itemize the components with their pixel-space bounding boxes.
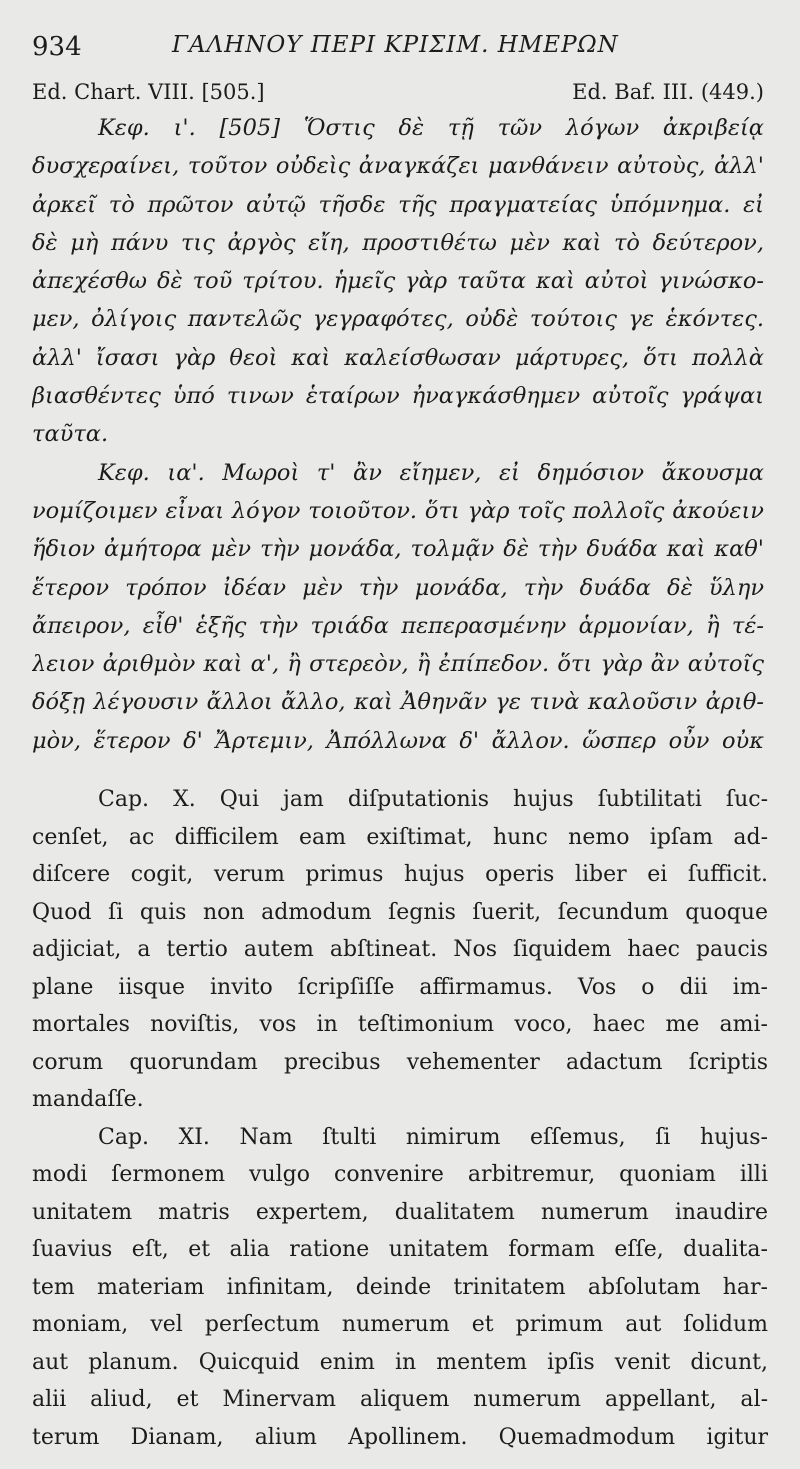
greek-line: δὲ μὴ πάνυ τις ἀργὸς εἴη, προστιθέτω μὲν καὶ τὸ δεύτερον, bbox=[32, 229, 764, 256]
greek-line: μὸν, ἕτερον δ' Ἄρτεμιν, Ἀπόλλωνα δ' ἄλλον. ὥσπερ οὖν οὐκ bbox=[32, 727, 764, 754]
latin-line: ſuavius eſt, et alia ratione unitatem formam eſſe, dualita- bbox=[32, 1237, 768, 1262]
greek-line: δόξῃ λέγουσιν ἄλλοι ἄλλο, καὶ Ἀθηνᾶν γε τινὰ καλοῦσιν ἀριθ- bbox=[32, 689, 764, 716]
latin-line: Quod ſi quis non admodum ſegnis ſuerit, ſecundum quoque bbox=[32, 899, 768, 925]
latin-line: adjiciat, a tertio autem abſtineat. Nos ſiquidem haec paucis bbox=[32, 937, 768, 962]
latin-line: mortales noviſtis, vos in teſtimonium voco, haec me ami- bbox=[32, 1012, 768, 1037]
greek-line: ἄπειρον, εἶθ' ἑξῆς τὴν τριάδα πεπερασμένην ἁρμονίαν, ἢ τέ- bbox=[32, 612, 764, 639]
latin-line: mandaſſe. bbox=[32, 1087, 144, 1112]
greek-line: ταῦτα. bbox=[32, 421, 109, 448]
latin-line: plane iisque invito ſcripſiſſe affirmamus. Vos o dii im- bbox=[32, 974, 768, 1000]
latin-line: corum quorundam precibus vehementer adactum ſcriptis bbox=[32, 1049, 768, 1075]
greek-line: βιασθέντες ὑπό τινων ἑταίρων ἠναγκάσθημεν αὐτοῖς γράψαι bbox=[32, 383, 764, 410]
latin-line: cenſet, ac difficilem eam exiſtimat, hunc nemo ipſam ad- bbox=[32, 824, 768, 850]
latin-line: alii aliud, et Minervam aliquem numerum appellant, al- bbox=[32, 1387, 768, 1412]
greek-line: ἀπεχέσθω δὲ τοῦ τρίτου. ἡμεῖς γὰρ ταῦτα καὶ αὐτοὶ γινώσκο- bbox=[32, 268, 764, 295]
running-title: ΓΑΛΗΝΟΥ ΠΕΡΙ ΚΡΙΣΙΜ. ΗΜΕΡΩΝ bbox=[172, 32, 619, 58]
page-header bbox=[32, 30, 760, 62]
latin-line: terum Dianam, alium Apollinem. Quemadmodum igitur bbox=[32, 1424, 768, 1450]
greek-line: μεν, ὀλίγοις παντελῶς γεγραφότες, οὐδὲ τούτοις γε ἑκόντες. bbox=[32, 306, 764, 333]
latin-line: unitatem matris expertem, dualitatem numerum inaudire bbox=[32, 1199, 768, 1225]
edition-references bbox=[32, 80, 764, 106]
greek-line: ἀρκεῖ τὸ πρῶτον αὐτῷ τῆσδε τῆς πραγματείας ὑπόμνημα. εἰ bbox=[32, 191, 764, 218]
greek-line: ἥδιον ἀμήτορα μὲν τὴν μονάδα, τολμᾷν δὲ τὴν δυάδα καὶ καθ' bbox=[32, 536, 764, 563]
latin-line: moniam, vel perſectum numerum et primum aut ſolidum bbox=[32, 1312, 768, 1337]
latin-line: modi ſermonem vulgo convenire arbitremur, quoniam illi bbox=[32, 1162, 768, 1187]
edition-reference-right: Ed. Baf. III. (449.) bbox=[572, 80, 764, 104]
latin-line: diſcere cogit, verum primus hujus operis liber ei ſufficit. bbox=[32, 862, 768, 887]
greek-line: ἕτερον τρόπον ἰδέαν μὲν τὴν μονάδα, τὴν δυάδα δὲ ὕλην bbox=[32, 574, 764, 601]
greek-line: νομίζοιμεν εἶναι λόγον τοιοῦτον. ὅτι γὰρ τοῖς πολλοῖς ἀκούειν bbox=[32, 497, 764, 524]
latin-line: aut planum. Quicquid enim in mentem ipſis venit dicunt, bbox=[32, 1349, 768, 1375]
latin-line: tem materiam infinitam, deinde trinitatem abſolutam har- bbox=[32, 1274, 768, 1300]
greek-line: δυσχεραίνει, τοῦτον οὐδεὶς ἀναγκάζει μανθάνειν αὐτοὺς, ἀλλ' bbox=[32, 153, 764, 180]
latin-line: Cap. XI. Nam ſtulti nimirum eſſemus, ſi hujus- bbox=[98, 1124, 768, 1150]
greek-text-block bbox=[32, 109, 764, 760]
latin-text-block bbox=[32, 781, 768, 1456]
greek-line: ἀλλ' ἴσασι γὰρ θεοὶ καὶ καλείσθωσαν μάρτυρες, ὅτι πολλὰ bbox=[32, 344, 764, 371]
latin-line: Cap. X. Qui jam diſputationis hujus ſubtilitati ſuc- bbox=[98, 787, 768, 812]
greek-line: λειον ἀριθμὸν καὶ α', ἢ στερεὸν, ἢ ἐπίπεδον. ὅτι γὰρ ἂν αὐτοῖς bbox=[32, 651, 764, 678]
greek-line: Κεφ. ι'. [505] Ὅστις δὲ τῇ τῶν λόγων ἀκριβείᾳ bbox=[98, 115, 764, 141]
edition-reference-left: Ed. Chart. VIII. [505.] bbox=[32, 80, 265, 104]
greek-line: Κεφ. ια'. Μωροὶ τ' ἂν εἴημεν, εἰ δημόσιον ἄκουσμα bbox=[98, 459, 764, 486]
page-number: 934 bbox=[32, 32, 82, 62]
